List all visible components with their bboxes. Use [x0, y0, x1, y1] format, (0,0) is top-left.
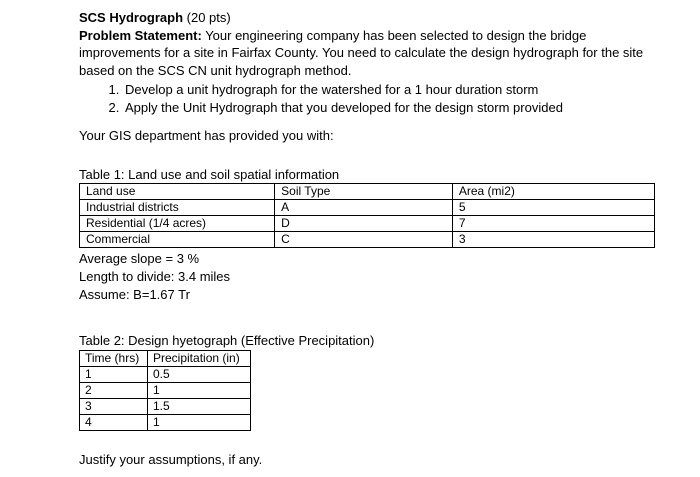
problem-heading — [79, 9, 669, 27]
table-row — [80, 398, 251, 414]
table-row — [80, 414, 251, 430]
cell-time: 2 — [80, 382, 148, 398]
header-soil-type: Soil Type — [275, 184, 453, 200]
problem-document — [79, 9, 669, 468]
statement-label: Problem Statement: — [79, 27, 202, 43]
table-row — [80, 200, 655, 216]
task-list — [79, 81, 669, 116]
table2-caption: Table 2: Design hyetograph (Effective Precipitation) — [79, 333, 375, 348]
hyetograph-table — [79, 350, 251, 431]
cell-precipitation: 1.5 — [148, 398, 251, 414]
note-average-slope: Average slope = 3 % — [79, 251, 200, 266]
header-time: Time (hrs) — [80, 350, 148, 366]
task-item: 1. Develop a unit hydrograph for the watershed for a 1 hour duration storm — [123, 81, 669, 99]
cell-area: 5 — [452, 200, 654, 216]
closing-instruction: Justify your assumptions, if any. — [79, 451, 263, 467]
note-length-to-divide: Length to divide: 3.4 miles — [79, 269, 231, 284]
statement-text: Your engineering company has been selected to design the bridge improvements for a site in Fairfax County. You need to calculate the design hydrograph for the site based on the SCS CN unit hydrograph method. — [79, 27, 644, 78]
header-precipitation: Precipitation (in) — [148, 350, 251, 366]
cell-precipitation: 1 — [148, 414, 251, 430]
cell-precipitation: 0.5 — [148, 366, 251, 382]
table-row — [80, 232, 655, 248]
table-row — [80, 366, 251, 382]
cell-area: 3 — [452, 232, 654, 248]
site-notes — [79, 250, 669, 304]
cell-time: 1 — [80, 366, 148, 382]
problem-statement — [79, 27, 669, 80]
problem-points: (20 pts) — [186, 10, 231, 25]
table1-caption: Table 1: Land use and soil spatial information — [79, 166, 340, 182]
note-assumption: Assume: B=1.67 Tr — [79, 287, 190, 302]
cell-precipitation: 1 — [148, 382, 251, 398]
header-area: Area (mi2) — [452, 184, 654, 200]
problem-title: SCS Hydrograph — [79, 10, 184, 25]
gis-intro: Your GIS department has provided you with: — [79, 128, 334, 143]
table-row — [80, 216, 655, 232]
table-row — [80, 382, 251, 398]
cell-time: 3 — [80, 398, 148, 414]
cell-land-use: Commercial — [80, 232, 275, 248]
cell-soil-type: C — [275, 232, 453, 248]
cell-soil-type: D — [275, 216, 453, 232]
table-header-row — [80, 184, 655, 200]
cell-area: 7 — [452, 216, 654, 232]
cell-time: 4 — [80, 414, 148, 430]
land-use-table — [79, 183, 655, 248]
cell-soil-type: A — [275, 200, 453, 216]
table-header-row — [80, 350, 251, 366]
header-land-use: Land use — [80, 184, 275, 200]
task-item: 2. Apply the Unit Hydrograph that you developed for the design storm provided — [123, 99, 669, 117]
cell-land-use: Industrial districts — [80, 200, 275, 216]
cell-land-use: Residential (1/4 acres) — [80, 216, 275, 232]
